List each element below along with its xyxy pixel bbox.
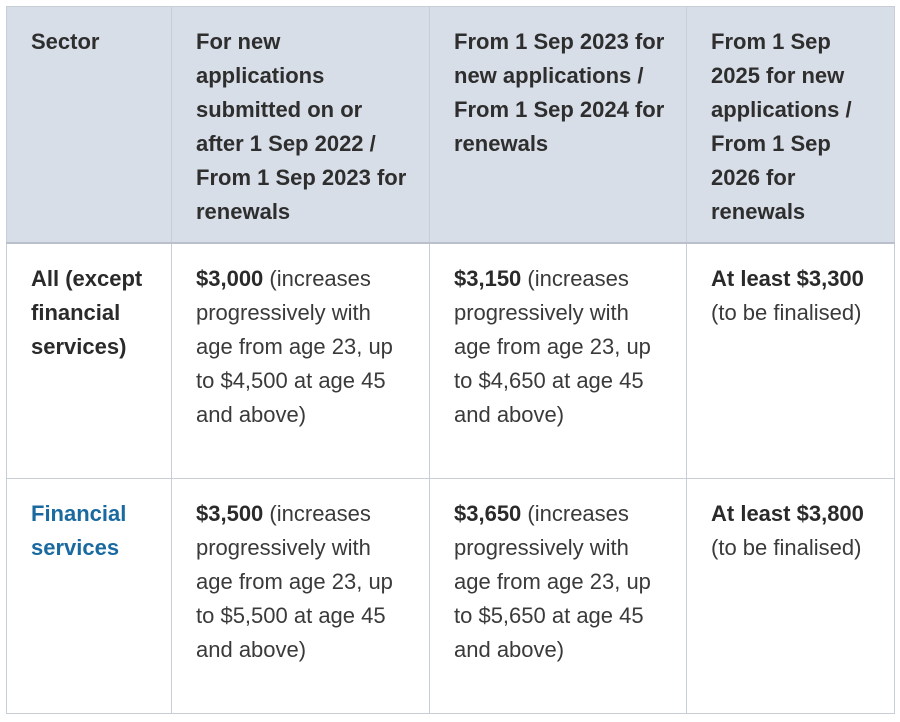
sector-cell [7, 479, 172, 714]
salary-cell [687, 479, 895, 714]
table-row [7, 243, 895, 479]
financial-services-link[interactable]: Financial services [31, 501, 127, 560]
salary-cell [687, 243, 895, 479]
salary-note: (to be finalised) [711, 535, 862, 560]
column-header-2023: From 1 Sep 2023 for new applications / From 1 Sep 2024 for renewals [430, 7, 687, 243]
salary-table-container [6, 6, 894, 713]
column-header-2025: From 1 Sep 2025 for new applications / From 1 Sep 2026 for renewals [687, 7, 895, 243]
sector-label: All (except financial services) [31, 265, 143, 359]
salary-prefix: At least [711, 265, 791, 291]
salary-note: (increases progressively with age from age 23, up to $5,500 at age 45 and above) [196, 501, 393, 662]
column-header-2022: For new applications submitted on or after 1 Sep 2022 / From 1 Sep 2023 for renewals [172, 7, 430, 243]
salary-note: (increases progressively with age from age 23, up to $5,650 at age 45 and above) [454, 501, 651, 662]
salary-cell [430, 243, 687, 479]
salary-note: (increases progressively with age from age 23, up to $4,500 at age 45 and above) [196, 265, 393, 427]
table-header-row [7, 7, 895, 243]
column-header-sector: Sector [7, 7, 172, 243]
table-row [7, 479, 895, 714]
salary-prefix: At least [711, 501, 791, 526]
salary-cell [172, 243, 430, 479]
salary-note: (to be finalised) [711, 299, 862, 325]
salary-amount: $3,800 [796, 501, 864, 526]
salary-amount: $3,300 [796, 265, 864, 291]
salary-amount: $3,650 [454, 501, 522, 526]
sector-cell [7, 243, 172, 479]
salary-note: (increases progressively with age from age 23, up to $4,650 at age 45 and above) [454, 265, 651, 427]
salary-cell [430, 479, 687, 714]
salary-cell [172, 479, 430, 714]
salary-amount: $3,150 [454, 265, 522, 291]
qualifying-salary-table [6, 6, 895, 714]
salary-amount: $3,000 [196, 265, 264, 291]
salary-amount: $3,500 [196, 501, 264, 526]
